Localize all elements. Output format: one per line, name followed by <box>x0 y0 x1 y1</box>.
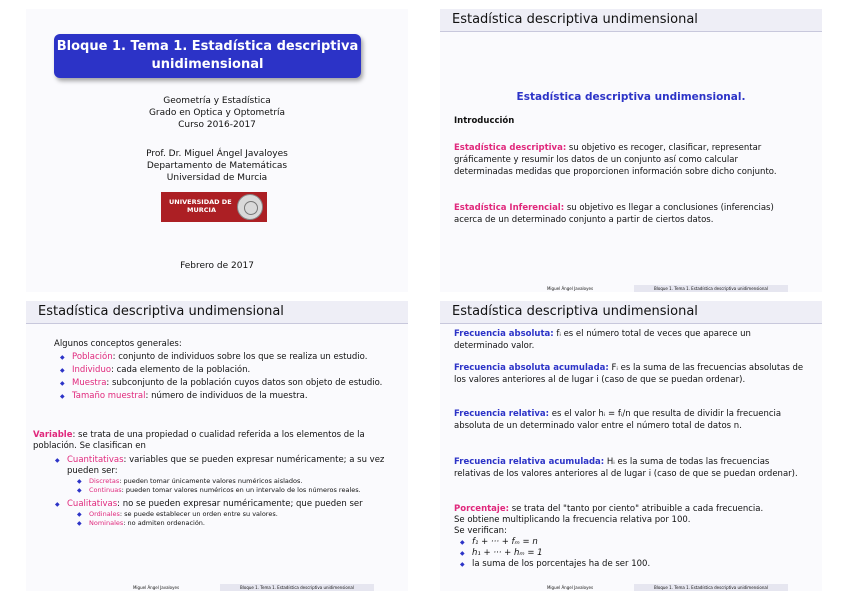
course-info <box>26 95 408 131</box>
list-item: ◆ Nominales: no admiten ordenación. <box>77 519 393 528</box>
frequency-relative-cumulative: Frecuencia relativa acumulada: Hᵢ es la suma de todas las frecuencias relativas de los valores anteriores al de lugar i (caso de que se puedan ordenar). <box>454 457 798 479</box>
slide-title <box>26 9 408 292</box>
percentage-method: Se obtiene multiplicando la frecuencia relativa por 100. <box>454 515 691 525</box>
verify-label: Se verifican: <box>454 526 507 536</box>
list-item: ◆ Cualitativas: no se pueden expresar numéricamente; que pueden ser ◆ Ordinales: se puede establecer un orden entre su valores. ◆ Nominales: no admiten ordenación. <box>55 499 393 528</box>
slide-footer: Miguel Ángel Javaloyes Bloque 1. Tema 1. Estadística descriptiva unidimensional <box>510 285 788 292</box>
sub-list <box>77 477 393 495</box>
list-item: ◆ Ordinales: se puede establecer un orden entre su valores. <box>77 510 393 519</box>
concepts-list <box>60 351 394 403</box>
verify-list <box>460 537 809 570</box>
list-item: ◆ Individuo: cada elemento de la población. <box>60 364 394 377</box>
variable-definition: Variable: se trata de una propiedad o cualidad referida a los elementos de la población. Se clasifican en <box>33 430 365 451</box>
list-item: ◆ Cuantitativas: variables que se pueden expresar numéricamente; a su vez pueden ser: ◆ Discretas: pueden tomar únicamente valores numéricos aislados. ◆ Continuas: pueden tomar valores numéricos en un intervalo de los números reales. <box>55 455 393 495</box>
list-item: ◆ h₁ + ··· + hₘ = 1 <box>460 548 809 559</box>
list-item: ◆ Discretas: pueden tomar únicamente valores numéricos aislados. <box>77 477 393 486</box>
frequency-relative: Frecuencia relativa: es el valor hᵢ = fᵢ/n que resulta de dividir la frecuencia absoluta de un determinado valor entre el número total de datos n. <box>454 409 782 431</box>
concepts-content <box>54 338 394 403</box>
variable-types <box>55 455 393 528</box>
variables-content <box>33 430 393 528</box>
paragraph-descriptiva: Estadística descriptiva: su objetivo es recoger, clasificar, representar gráficamente y resumir los datos de un conjunto así como calcular determinadas medidas que proporcionen información sobre dicho conjunto. <box>454 143 777 177</box>
slide-intro <box>440 9 822 292</box>
sub-list <box>77 510 393 528</box>
logo-text: UNIVERSIDAD DE MURCIA <box>169 198 232 214</box>
list-item: ◆ Muestra: subconjunto de la población cuyos datos son objeto de estudio. <box>60 377 394 390</box>
slide-footer: Miguel Ángel Javaloyes Bloque 1. Tema 1. Estadística descriptiva unidimensional <box>510 584 788 591</box>
subject: Geometría y Estadística <box>163 96 271 106</box>
percentage: Porcentaje: se trata del "tanto por ciento" atribuible a cada frecuencia. Se obtiene multiplicando la frecuencia relativa por 100. Se verifican: ◆ f₁ + ··· + fₘ = n ◆ h₁ + ··· + hₘ = 1 ◆ la suma de los porcentajes ha de ser 100. <box>454 504 809 570</box>
slide-concepts <box>26 301 408 591</box>
subheading: Introducción <box>454 116 515 126</box>
slide-header: Estadística descriptiva undimensional <box>26 301 408 324</box>
university: Universidad de Murcia <box>166 173 268 183</box>
university-logo <box>161 192 267 222</box>
date: Febrero de 2017 <box>180 261 254 271</box>
frequency-absolute: Frecuencia absoluta: fᵢ es el número total de veces que aparece un determinado valor. <box>454 329 751 351</box>
title-box: Bloque 1. Tema 1. Estadística descriptiva unidimensional <box>54 34 361 78</box>
list-item: ◆ la suma de los porcentajes ha de ser 100. <box>460 559 809 570</box>
slide-header: Estadística descriptiva undimensional <box>440 301 822 324</box>
intro-line: Algunos conceptos generales: <box>54 339 182 349</box>
list-item: ◆ Continuas: pueden tomar valores numéricos en un intervalo de los números reales. <box>77 486 393 495</box>
degree: Grado en Optica y Optometría <box>148 108 286 118</box>
department: Departamento de Matemáticas <box>146 161 288 171</box>
slide-header: Estadística descriptiva undimensional <box>440 9 822 32</box>
paragraph-inferencial: Estadística Inferencial: su objetivo es llegar a conclusiones (inferencias) acerca de un determinado conjunto a partir de ciertos datos. <box>454 203 774 225</box>
list-item: ◆ Tamaño muestral: número de individuos de la muestra. <box>60 390 394 403</box>
list-item: ◆ f₁ + ··· + fₘ = n <box>460 537 809 548</box>
slide-heading: Estadística descriptiva undimensional. <box>516 91 746 103</box>
seal-icon <box>237 194 263 220</box>
list-item: ◆ Población: conjunto de individuos sobre los que se realiza un estudio. <box>60 351 394 364</box>
slide-footer: Miguel Ángel Javaloyes Bloque 1. Tema 1. Estadística descriptiva unidimensional <box>96 584 374 591</box>
course-year: Curso 2016-2017 <box>178 120 256 130</box>
author-info <box>26 148 408 184</box>
frequency-absolute-cumulative: Frecuencia absoluta acumulada: Fᵢ es la suma de las frecuencias absolutas de los valores anteriores al de lugar i (caso de que se puedan ordenar). <box>454 363 804 385</box>
slide-frequencies <box>440 301 822 591</box>
professor: Prof. Dr. Miguel Ángel Javaloyes <box>146 149 288 159</box>
